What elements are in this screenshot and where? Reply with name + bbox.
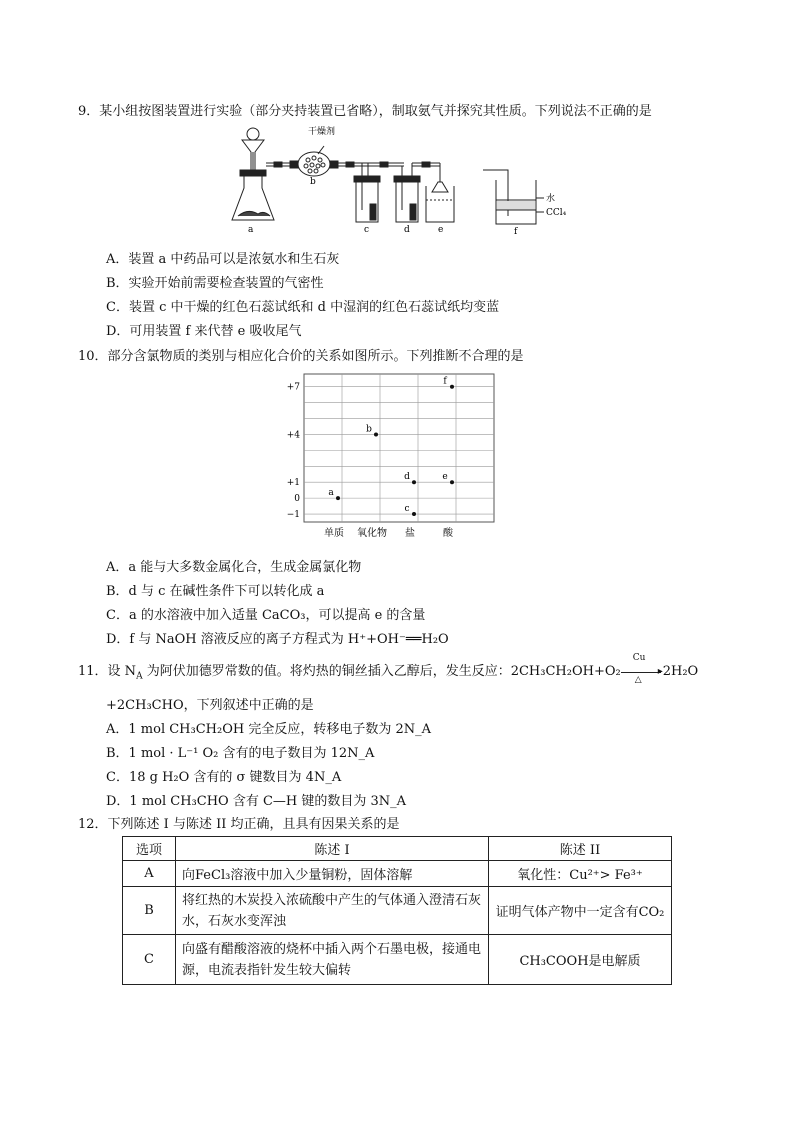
table-row <box>123 887 672 935</box>
beaker-e <box>426 186 454 222</box>
data-label-d: d <box>404 472 410 483</box>
q11-option-c: C．18 g H₂O 含有的 σ 键数目为 4N_A <box>106 770 342 785</box>
q11-stem <box>78 652 699 685</box>
row-statement-1: 将红热的木炭投入浓硫酸中产生的气体通入澄清石灰水，石灰水变浑浊 <box>176 887 489 935</box>
y-tick-label: −1 <box>286 510 300 521</box>
q10-stem: 10．部分含氯物质的类别与相应化合价的关系如图所示。下列推断不合理的是 <box>78 349 524 364</box>
q9-option-c: C．装置 c 中干燥的红色石蕊试纸和 d 中湿润的红色石蕊试纸均变蓝 <box>106 300 500 315</box>
label-c: c <box>364 225 370 235</box>
q11-stem-part2: 为阿伏加德罗常数的值。将灼热的铜丝插入乙醇后，发生反应：2CH₃CH₂OH+O₂ <box>142 664 621 679</box>
x-tick-label: 单质 <box>324 528 344 539</box>
data-point-a <box>336 496 340 500</box>
q9-stem: 9．某小组按图装置进行实验（部分夹持装置已省略），制取氨气并探究其性质。下列说法不正确的是 <box>78 104 652 119</box>
table-row <box>123 935 672 985</box>
data-label-e: e <box>442 472 448 483</box>
reaction-arrow: Cu ▸ △ <box>621 665 663 679</box>
row-statement-1: 向盛有醋酸溶液的烧杯中插入两个石墨电极，接通电源，电流表指针发生较大偏转 <box>176 935 489 985</box>
q9-option-b: B．实验开始前需要检查装置的气密性 <box>106 276 324 291</box>
label-d: d <box>404 225 410 235</box>
label-f: f <box>514 227 518 237</box>
data-point-d <box>412 480 416 484</box>
y-tick-label: +4 <box>286 430 300 441</box>
data-point-b <box>374 432 378 436</box>
label-desiccant: 干燥剂 <box>308 127 336 137</box>
y-tick-label: 0 <box>294 494 300 505</box>
q9-option-d: D．可用装置 f 来代替 e 吸收尾气 <box>106 324 302 339</box>
q10-option-c: C．a 的水溶液中加入适量 CaCO₃，可以提高 e 的含量 <box>106 608 426 623</box>
header-option: 选项 <box>123 837 176 861</box>
label-b: b <box>310 177 316 187</box>
q12-table <box>122 836 672 985</box>
data-point-c <box>412 512 416 516</box>
row-statement-2: 证明气体产物中一定含有CO₂ <box>489 887 672 935</box>
plot-frame <box>304 374 494 522</box>
q10-option-d: D．f 与 NaOH 溶液反应的离子方程式为 H⁺+OH⁻══H₂O <box>106 632 449 647</box>
header-statement-2: 陈述 II <box>489 837 672 861</box>
q11-option-b: B．1 mol · L⁻¹ O₂ 含有的电子数目为 12N_A <box>106 746 375 761</box>
label-ccl4: CCl₄ <box>546 208 567 218</box>
x-tick-label: 盐 <box>405 528 415 539</box>
q9-option-a: A．装置 a 中药品可以是浓氨水和生石灰 <box>106 252 340 267</box>
q11-option-a: A．1 mol CH₃CH₂OH 完全反应，转移电子数为 2N_A <box>106 722 432 737</box>
data-label-b: b <box>366 424 372 435</box>
row-statement-2: 氧化性：Cu²⁺> Fe³⁺ <box>489 861 672 887</box>
row-option: C <box>123 935 176 985</box>
x-tick-label: 酸 <box>443 528 453 539</box>
data-point-f <box>450 385 454 389</box>
q11-stem-line2: +2CH₃CHO，下列叙述中正确的是 <box>106 698 314 713</box>
label-e: e <box>438 225 444 235</box>
q11-stem-part3: 2H₂O <box>662 664 699 679</box>
data-point-e <box>450 480 454 484</box>
q12-stem: 12．下列陈述 I 与陈述 II 均正确，且具有因果关系的是 <box>78 817 400 832</box>
q11-stem-sub: A <box>136 671 143 682</box>
q11-stem-part1: 11．设 N <box>78 664 137 679</box>
y-tick-label: +7 <box>286 382 300 393</box>
header-statement-1: 陈述 I <box>176 837 489 861</box>
row-option: A <box>123 861 176 887</box>
x-tick-label: 氧化物 <box>357 528 387 539</box>
arrow-bottom-label: △ <box>634 674 642 685</box>
data-label-f: f <box>443 376 447 387</box>
valence-chart <box>282 370 498 542</box>
q11-option-d: D．1 mol CH₃CHO 含有 C—H 键的数目为 3N_A <box>106 794 407 809</box>
label-a: a <box>248 225 254 235</box>
table-row <box>123 861 672 887</box>
data-label-c: c <box>404 504 410 515</box>
row-statement-2: CH₃COOH是电解质 <box>489 935 672 985</box>
y-tick-label: +1 <box>286 478 300 489</box>
label-water: 水 <box>546 194 556 204</box>
arrow-top-label: Cu <box>632 652 646 663</box>
row-statement-1: 向FeCl₃溶液中加入少量铜粉，固体溶解 <box>176 861 489 887</box>
data-label-a: a <box>328 488 334 499</box>
q10-option-a: A．a 能与大多数金属化合，生成金属氯化物 <box>106 560 362 575</box>
q10-option-b: B．d 与 c 在碱性条件下可以转化成 a <box>106 584 325 599</box>
row-option: B <box>123 887 176 935</box>
apparatus-figure <box>228 120 568 240</box>
